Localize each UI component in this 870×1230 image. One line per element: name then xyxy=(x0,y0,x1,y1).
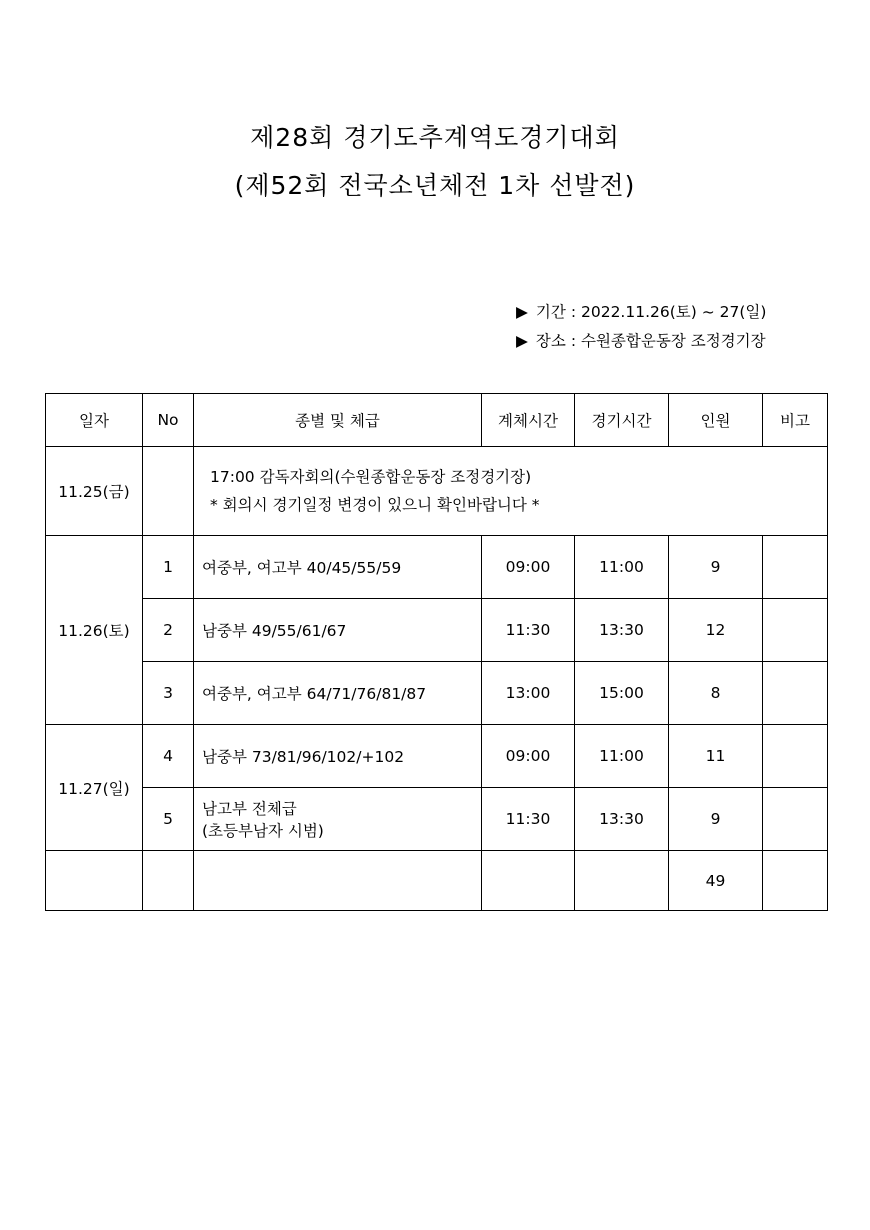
note-cell xyxy=(763,788,828,851)
total-start-cell xyxy=(575,851,669,911)
table-row xyxy=(46,536,828,599)
period-line xyxy=(516,298,766,327)
total-weigh-in-cell xyxy=(482,851,575,911)
header-no: No xyxy=(143,394,194,447)
period-value: 2022.11.26(토) ~ 27(일) xyxy=(580,303,767,321)
no-cell: 4 xyxy=(143,725,194,788)
header-note: 비고 xyxy=(763,394,828,447)
venue-line xyxy=(516,327,766,356)
count-cell: 9 xyxy=(669,536,763,599)
count-cell: 8 xyxy=(669,662,763,725)
note-cell xyxy=(763,599,828,662)
meeting-notice xyxy=(194,447,828,536)
weigh-in-cell: 13:00 xyxy=(482,662,575,725)
date-cell: 11.26(토) xyxy=(46,536,143,725)
table-row xyxy=(46,662,828,725)
event-subnote: (초등부남자 시범) xyxy=(202,822,324,840)
table-row xyxy=(46,725,828,788)
start-time-cell: 11:00 xyxy=(575,725,669,788)
table-row xyxy=(46,599,828,662)
weigh-in-cell: 09:00 xyxy=(482,725,575,788)
meeting-notice-line1: 17:00 감독자회의(수원종합운동장 조정경기장) xyxy=(210,468,532,486)
count-cell: 12 xyxy=(669,599,763,662)
document-title: 제28회 경기도추계역도경기대회 xyxy=(250,123,620,152)
venue-value: 수원종합운동장 조정경기장 xyxy=(580,332,766,350)
meeting-notice-line2: * 회의시 경기일정 변경이 있으니 확인바랍니다 * xyxy=(210,496,540,514)
weigh-in-cell: 11:30 xyxy=(482,599,575,662)
event-cell xyxy=(194,788,482,851)
table-row xyxy=(46,447,828,536)
count-cell: 9 xyxy=(669,788,763,851)
start-time-cell: 13:30 xyxy=(575,788,669,851)
header-weigh-in: 계체시간 xyxy=(482,394,575,447)
total-count-cell: 49 xyxy=(669,851,763,911)
table-row xyxy=(46,788,828,851)
total-no-cell xyxy=(143,851,194,911)
event-cell xyxy=(194,725,482,788)
note-cell xyxy=(763,662,828,725)
table-total-row xyxy=(46,851,828,911)
start-time-cell: 13:30 xyxy=(575,599,669,662)
start-time-cell: 11:00 xyxy=(575,536,669,599)
start-time-cell: 15:00 xyxy=(575,662,669,725)
note-cell xyxy=(763,725,828,788)
no-cell: 2 xyxy=(143,599,194,662)
total-date-cell xyxy=(46,851,143,911)
total-note-cell xyxy=(763,851,828,911)
note-cell xyxy=(763,536,828,599)
venue-separator: : xyxy=(570,332,577,350)
no-cell: 1 xyxy=(143,536,194,599)
weigh-in-cell: 11:30 xyxy=(482,788,575,851)
date-cell: 11.25(금) xyxy=(46,447,143,536)
event-cell: 여중부, 여고부 40/45/55/59 xyxy=(194,536,482,599)
document-subtitle: (제52회 전국소년체전 1차 선발전) xyxy=(234,171,636,200)
event-name: 남중부 73/81/96/102/+102 xyxy=(202,748,405,766)
header-count: 인원 xyxy=(669,394,763,447)
no-cell: 3 xyxy=(143,662,194,725)
header-start-time: 경기시간 xyxy=(575,394,669,447)
table-header-row xyxy=(46,394,828,447)
header-event: 종별 및 체급 xyxy=(194,394,482,447)
header-date: 일자 xyxy=(46,394,143,447)
total-event-cell xyxy=(194,851,482,911)
event-name: 남고부 전체급 xyxy=(202,800,297,818)
event-info xyxy=(516,298,766,356)
event-cell: 여중부, 여고부 64/71/76/81/87 xyxy=(194,662,482,725)
schedule-table xyxy=(45,393,828,911)
weigh-in-cell: 09:00 xyxy=(482,536,575,599)
no-cell: 5 xyxy=(143,788,194,851)
arrow-right-icon: ▶ xyxy=(516,303,528,321)
arrow-right-icon: ▶ xyxy=(516,332,528,350)
event-cell: 남중부 49/55/61/67 xyxy=(194,599,482,662)
no-cell xyxy=(143,447,194,536)
date-cell: 11.27(일) xyxy=(46,725,143,851)
period-separator: : xyxy=(570,303,577,321)
period-label: 기간 xyxy=(535,303,566,321)
count-cell: 11 xyxy=(669,725,763,788)
venue-label: 장소 xyxy=(535,332,566,350)
